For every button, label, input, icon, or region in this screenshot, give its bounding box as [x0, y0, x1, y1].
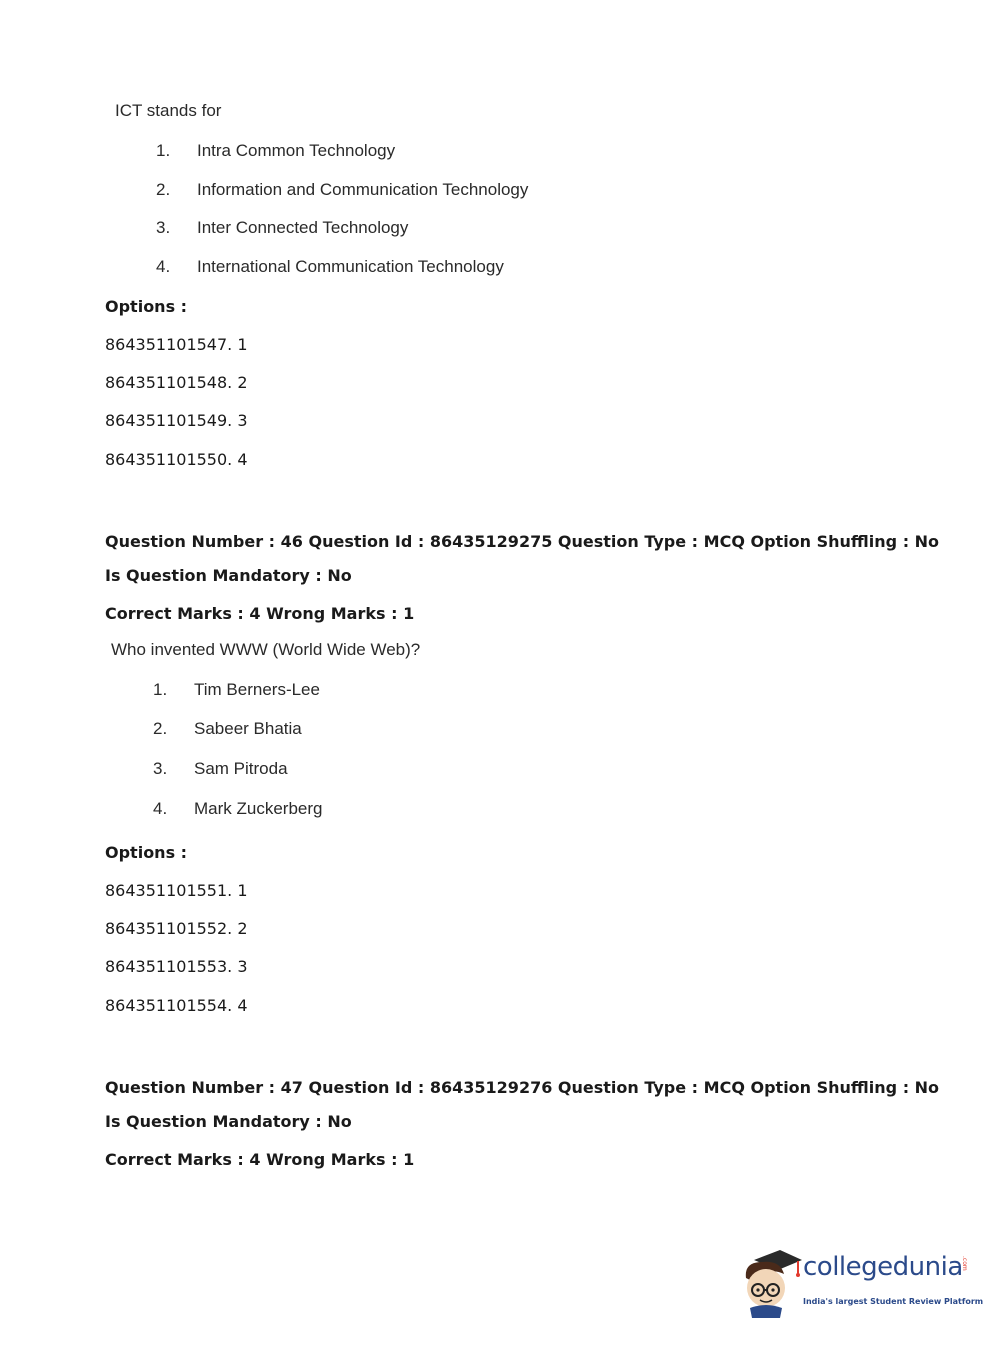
choice-number: 1. [153, 680, 168, 699]
question-stem: ICT stands for [115, 101, 222, 120]
option-id: 864351101550. 4 [105, 450, 248, 469]
choice-text: Inter Connected Technology [197, 218, 409, 237]
choice-number: 3. [156, 218, 171, 237]
logo-tagline: India's largest Student Review Platform [803, 1297, 984, 1306]
choice-text: Tim Berners-Lee [194, 680, 320, 699]
student-mascot-icon [740, 1248, 802, 1318]
question-marks: Correct Marks : 4 Wrong Marks : 1 [105, 1150, 415, 1169]
logo-wordmark: collegedunia [803, 1252, 963, 1282]
question-header: Question Number : 46 Question Id : 86435129275 Question Type : MCQ Option Shuffling : No [105, 532, 940, 551]
logo-com-suffix: .com [961, 1256, 968, 1271]
option-id: 864351101553. 3 [105, 957, 248, 976]
question-stem: Who invented WWW (World Wide Web)? [111, 640, 421, 659]
choice-text: Information and Communication Technology [197, 180, 529, 199]
options-label: Options : [105, 297, 188, 316]
choice-number: 4. [153, 799, 168, 818]
option-id: 864351101549. 3 [105, 411, 248, 430]
choice-number: 2. [156, 180, 171, 199]
option-id: 864351101548. 2 [105, 373, 248, 392]
option-id: 864351101551. 1 [105, 881, 248, 900]
choice-number: 1. [156, 141, 171, 160]
question-header: Question Number : 47 Question Id : 86435129276 Question Type : MCQ Option Shuffling : No [105, 1078, 940, 1097]
option-id: 864351101547. 1 [105, 335, 248, 354]
choice-text: Sam Pitroda [194, 759, 288, 778]
collegedunia-logo [740, 1248, 984, 1318]
question-mandatory: Is Question Mandatory : No [105, 566, 352, 585]
option-id: 864351101554. 4 [105, 996, 248, 1015]
choice-text: Sabeer Bhatia [194, 719, 302, 738]
option-id: 864351101552. 2 [105, 919, 248, 938]
options-label: Options : [105, 843, 188, 862]
choice-number: 2. [153, 719, 168, 738]
choice-number: 4. [156, 257, 171, 276]
choice-text: Intra Common Technology [197, 141, 396, 160]
question-marks: Correct Marks : 4 Wrong Marks : 1 [105, 604, 415, 623]
choice-text: Mark Zuckerberg [194, 799, 323, 818]
choice-text: International Communication Technology [197, 257, 504, 276]
choice-number: 3. [153, 759, 168, 778]
question-mandatory: Is Question Mandatory : No [105, 1112, 352, 1131]
